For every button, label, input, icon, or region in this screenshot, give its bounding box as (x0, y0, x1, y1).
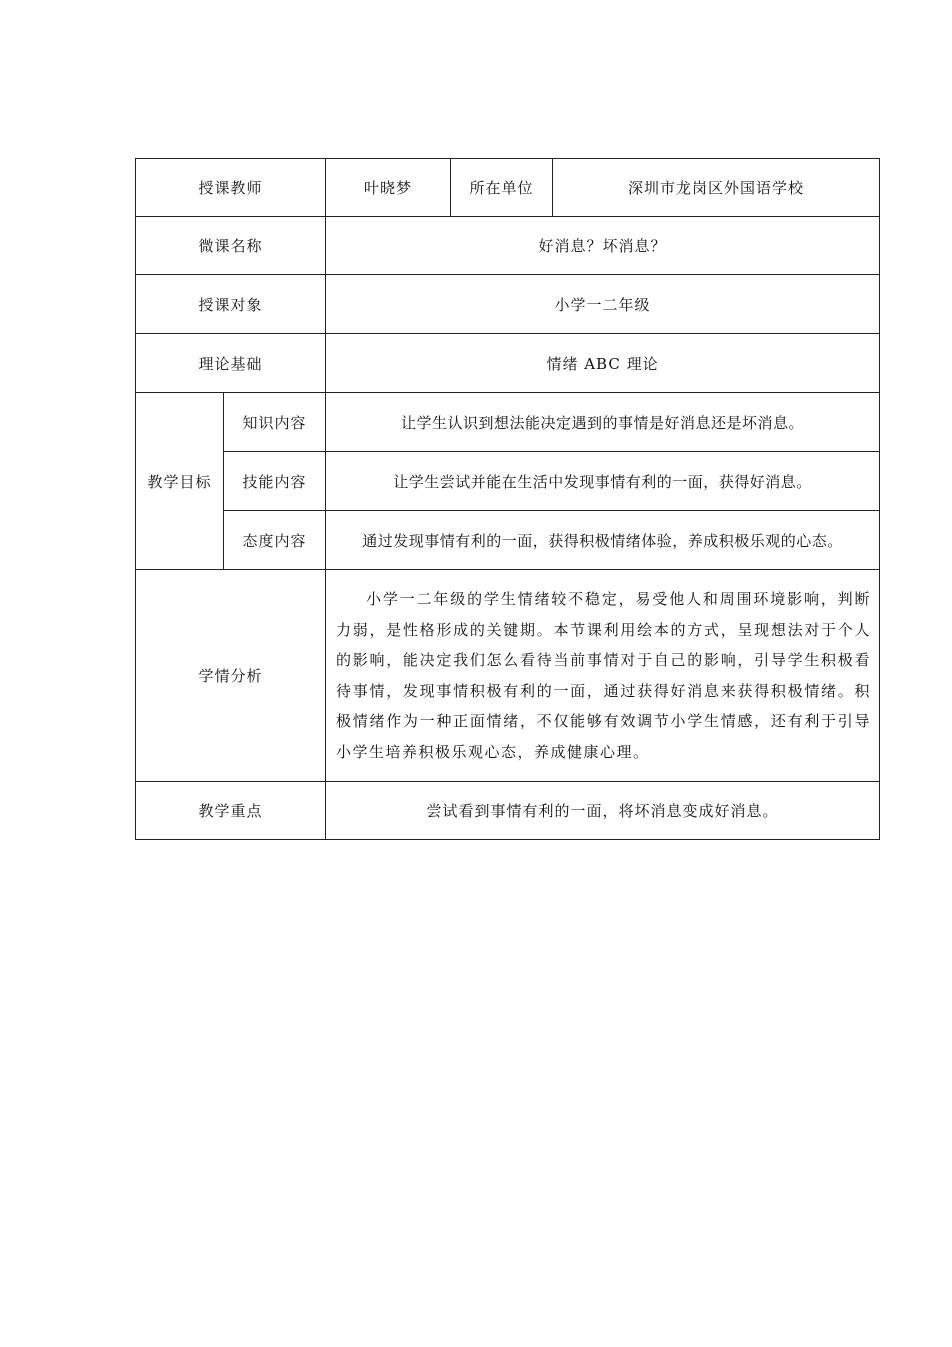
goals-label: 教学目标 (136, 393, 224, 570)
row-audience (136, 275, 880, 334)
row-goal-skill (136, 452, 880, 511)
unit-label: 所在单位 (451, 159, 553, 217)
row-goal-attitude (136, 511, 880, 570)
audience-label: 授课对象 (136, 275, 326, 334)
goal-label-skill: 技能内容 (224, 452, 326, 511)
audience-value: 小学一二年级 (326, 275, 880, 334)
lesson-plan-table (135, 158, 880, 840)
goal-label-attitude: 态度内容 (224, 511, 326, 570)
analysis-label: 学情分析 (136, 570, 326, 782)
row-course (136, 217, 880, 275)
analysis-text: 小学一二年级的学生情绪较不稳定，易受他人和周围环境影响，判断力弱，是性格形成的关键期。本节课利用绘本的方式，呈现想法对于个人的影响，能决定我们怎么看待当前事情对于自己的影响，引导学生积极看待事情，发现事情积极有利的一面，通过获得好消息来获得积极情绪。积极情绪作为一种正面情绪，不仅能够有效调节小学生情感，还有利于引导小学生培养积极乐观心态，养成健康心理。 (336, 590, 872, 761)
row-analysis (136, 570, 880, 782)
goal-value-skill: 让学生尝试并能在生活中发现事情有利的一面，获得好消息。 (326, 452, 880, 511)
row-theory (136, 334, 880, 393)
teacher-name: 叶晓梦 (326, 159, 451, 217)
key-point-value: 尝试看到事情有利的一面，将坏消息变成好消息。 (326, 782, 880, 840)
course-label: 微课名称 (136, 217, 326, 275)
row-goal-knowledge (136, 393, 880, 452)
row-teacher (136, 159, 880, 217)
goal-label-knowledge: 知识内容 (224, 393, 326, 452)
key-point-label: 教学重点 (136, 782, 326, 840)
teacher-label: 授课教师 (136, 159, 326, 217)
theory-label: 理论基础 (136, 334, 326, 393)
analysis-cell (326, 570, 880, 782)
unit-name: 深圳市龙岗区外国语学校 (553, 159, 880, 217)
theory-value: 情绪 ABC 理论 (326, 334, 880, 393)
goal-value-attitude: 通过发现事情有利的一面，获得积极情绪体验，养成积极乐观的心态。 (326, 511, 880, 570)
course-name: 好消息？坏消息？ (326, 217, 880, 275)
row-key-point (136, 782, 880, 840)
goal-value-knowledge: 让学生认识到想法能决定遇到的事情是好消息还是坏消息。 (326, 393, 880, 452)
